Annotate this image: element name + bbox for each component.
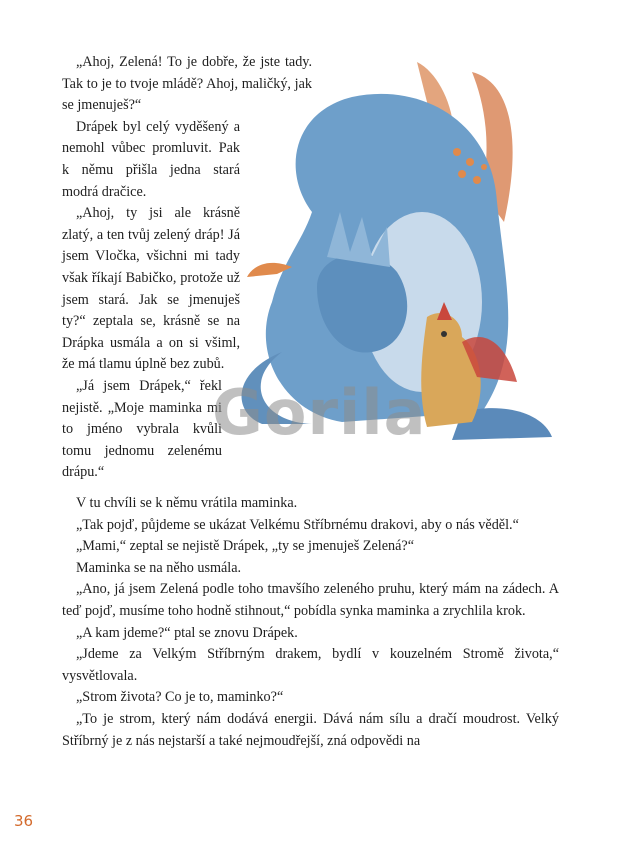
paragraph: „Tak pojď, půjdeme se ukázat Velkému Stříbrnému drakovi, aby o nás věděl.“ [76,516,519,533]
paragraph: „Já jsem Drápek,“ řekl nejistě. „Moje maminka mi to jméno vybrala kvůli tomu jednomu zelenému drápu.“ [62,377,222,481]
paragraph: V tu chvíli se k němu vrátila maminka. [76,495,298,511]
paragraph: „Ano, já jsem Zelená podle toho tmavšího zeleného pruhu, který mám na zádech. A teď pojď, musíme toho hodně stihnout,“ pobídla synka maminka a zrychlila krok. [62,581,559,619]
paragraph: „A kam jdeme?“ ptal se znovu Drápek. [76,624,298,641]
paragraph: „Ahoj, ty jsi ale krásně zlatý, a ten tvůj zelený dráp! Já jsem Vločka, všichni mi tady však říkají Babičko, protože už jsem stará. Jak se jmenuješ ty?“ zeptala se, krásně se na Drápka usmála a on si všiml, že má tlamu úplně bez zubů. [62,205,240,373]
paragraph: „Mami,“ zeptal se nejistě Drápek, „ty se jmenuješ Zelená?“ [76,538,414,555]
paragraph: Maminka se na něho usmála. [76,559,242,576]
paragraph: Drápek byl celý vyděšený a nemohl vůbec promluvit. Pak k němu přišla jedna stará modrá dračice. [62,118,240,200]
watermark: Gorila [212,376,427,449]
paragraph: „Ahoj, Zelená! To je dobře, že jste tady. Tak to je to tvoje mládě? Ahoj, maličký, jak se jmenuješ?“ [62,54,312,114]
paragraph: „Strom života? Co je to, maminko?“ [76,689,284,706]
paragraph: „To je strom, který nám dodává energii. Dává nám sílu a dračí moudrost. Velký Stříbrný je z nás nejstarší a také nejmoudřejší, zná odpovědi na [62,710,559,749]
full-width-text-block [62,493,559,752]
page-number: 36 [14,812,34,830]
paragraph: „Jdeme za Velkým Stříbrným drakem, bydlí v kouzelném Stromě života,“ vysvětlovala. [62,646,559,684]
